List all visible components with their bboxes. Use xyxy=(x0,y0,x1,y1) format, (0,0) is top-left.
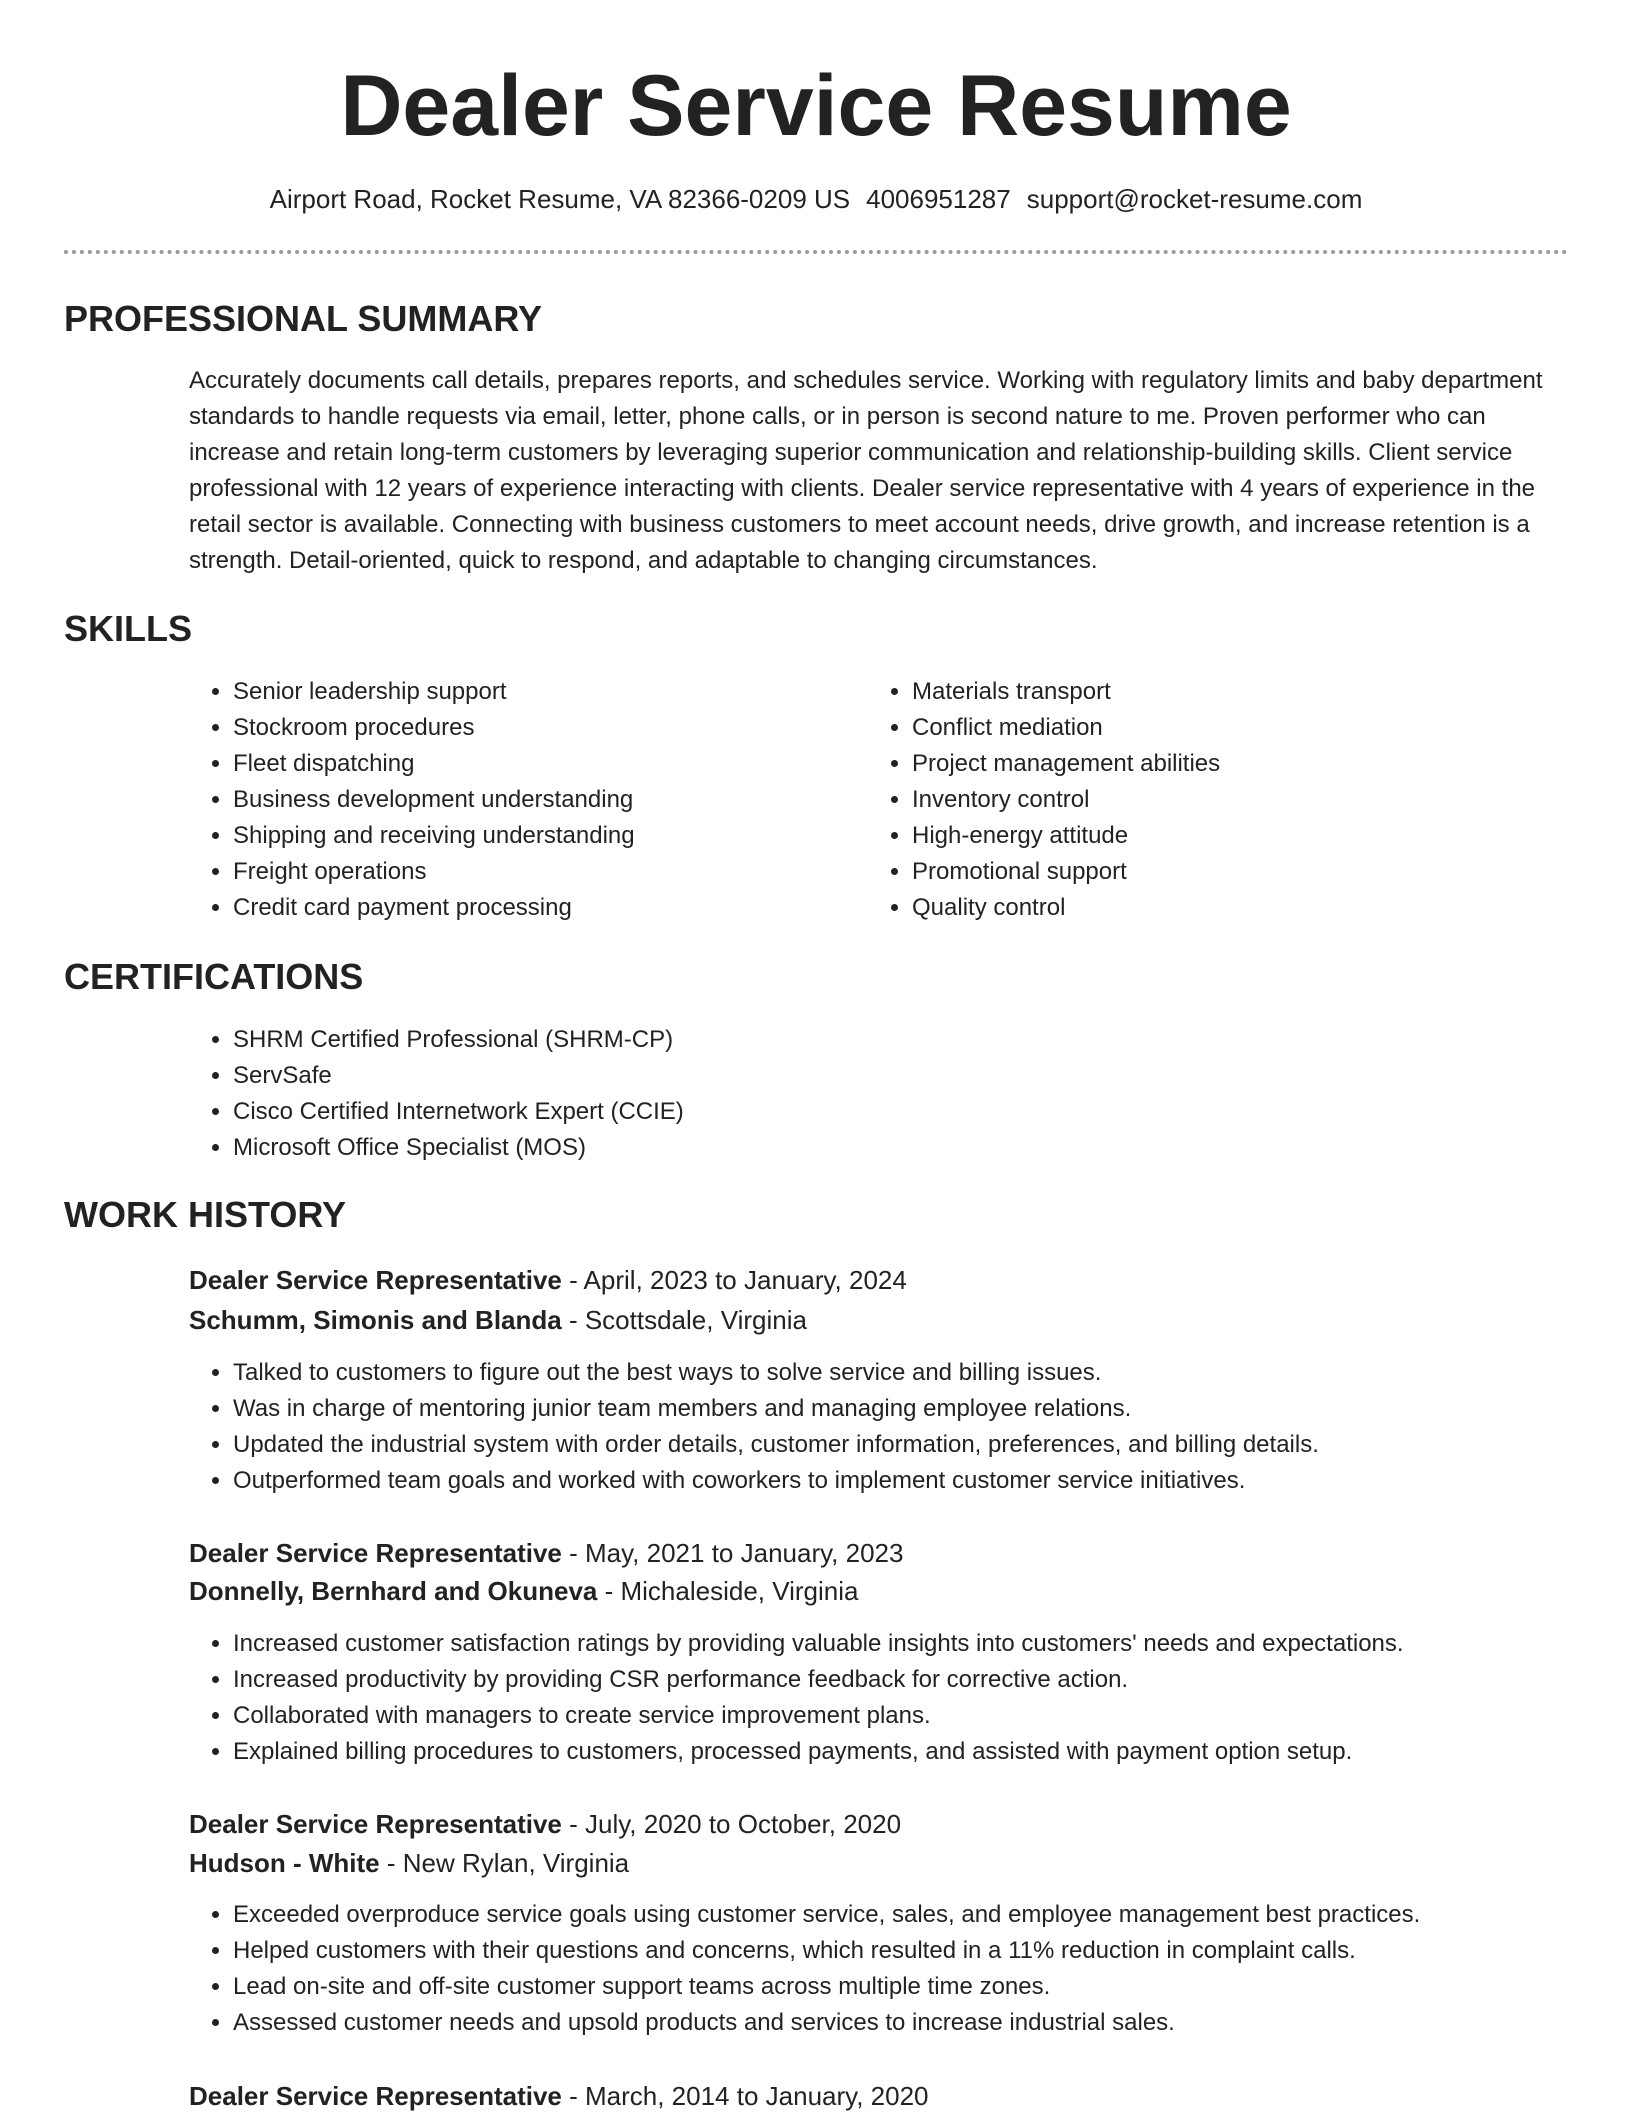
job-dates: - July, 2020 to October, 2020 xyxy=(561,1809,902,1839)
list-item: • Promotional support xyxy=(912,854,1552,890)
job-location: - Michaleside, Virginia xyxy=(597,1576,859,1606)
header-divider xyxy=(64,250,1568,254)
certifications-heading: CERTIFICATIONS xyxy=(64,956,364,997)
list-item: • Microsoft Office Specialist (MOS) xyxy=(233,1130,1533,1166)
work-history-heading: WORK HISTORY xyxy=(64,1194,347,1235)
job-location: - New Rylan, Virginia xyxy=(379,1848,630,1878)
list-item: • Inventory control xyxy=(912,782,1552,818)
list-item: • Cisco Certified Internetwork Expert (CCIE) xyxy=(233,1094,1533,1130)
list-item: • Explained billing procedures to customers, processed payments, and assisted with payment option setup. xyxy=(233,1734,1632,1770)
job-title: Dealer Service Representative xyxy=(189,1265,562,1295)
list-item: • Outperformed team goals and worked with coworkers to implement customer service initiatives. xyxy=(233,1463,1613,1499)
job-company: Schumm, Simonis and Blanda xyxy=(189,1305,562,1335)
list-item: • Quality control xyxy=(912,890,1552,926)
job-bullets xyxy=(189,1355,1613,1499)
list-item: • Senior leadership support xyxy=(233,674,853,710)
list-item: • Talked to customers to figure out the best ways to solve service and billing issues. xyxy=(233,1355,1613,1391)
list-item: • Helped customers with their questions and concerns, which resulted in a 11% reduction in complaint calls. xyxy=(233,1933,1632,1969)
job-company-line xyxy=(189,1302,807,1338)
certifications-list xyxy=(189,1022,1533,1166)
skills-list-right xyxy=(868,674,1552,926)
list-item: • Assessed customer needs and upsold products and services to increase industrial sales. xyxy=(233,2005,1632,2041)
list-item: • Increased productivity by providing CSR performance feedback for corrective action. xyxy=(233,1662,1632,1698)
job-title-line xyxy=(189,1535,903,1571)
list-item: • Business development understanding xyxy=(233,782,853,818)
job-location: - Scottsdale, Virginia xyxy=(561,1305,807,1335)
job-company: Hudson - White xyxy=(189,1848,380,1878)
skills-list-left xyxy=(189,674,853,926)
list-item: • Conflict mediation xyxy=(912,710,1552,746)
list-item: • Shipping and receiving understanding xyxy=(233,818,853,854)
job-company-line xyxy=(189,1573,858,1609)
list-item: • Exceeded overproduce service goals using customer service, sales, and employee management best practices. xyxy=(233,1897,1632,1933)
resume-title: Dealer Service Resume xyxy=(340,58,1292,154)
list-item: • SHRM Certified Professional (SHRM-CP) xyxy=(233,1022,1533,1058)
list-item: • High-energy attitude xyxy=(912,818,1552,854)
list-item: • Updated the industrial system with order details, customer information, preferences, and billing details. xyxy=(233,1427,1613,1463)
contact-email: support@rocket-resume.com xyxy=(1026,184,1363,214)
contact-address: Airport Road, Rocket Resume, VA 82366-0209 US xyxy=(269,184,851,214)
job-title: Dealer Service Representative xyxy=(189,1538,562,1568)
job-title: Dealer Service Representative xyxy=(189,1809,562,1839)
job-dates: - April, 2023 to January, 2024 xyxy=(561,1265,907,1295)
list-item: • Project management abilities xyxy=(912,746,1552,782)
list-item: • Materials transport xyxy=(912,674,1552,710)
job-dates: - March, 2014 to January, 2020 xyxy=(561,2081,929,2111)
list-item: • ServSafe xyxy=(233,1058,1533,1094)
job-bullets xyxy=(189,1626,1632,1770)
summary-text: Accurately documents call details, prepares reports, and schedules service. Working with regulatory limits and baby department standards to handle requests via email, letter, phone calls, or in person is second nature to me. Proven performer who can increase and retain long-term customers by leveraging superior communication and relationship-building skills. Client service professional with 12 years of experience interacting with clients. Dealer service representative with 4 years of experience in the retail sector is available. Connecting with business customers to meet account needs, drive growth, and increase retention is a strength. Detail-oriented, quick to respond, and adaptable to changing circumstances. xyxy=(189,367,1543,574)
job-title-line xyxy=(189,1806,901,1842)
list-item: • Fleet dispatching xyxy=(233,746,853,782)
contact-phone: 4006951287 xyxy=(866,184,1011,214)
list-item: • Lead on-site and off-site customer support teams across multiple time zones. xyxy=(233,1969,1632,2005)
list-item: • Collaborated with managers to create service improvement plans. xyxy=(233,1698,1632,1734)
job-company: Donnelly, Bernhard and Okuneva xyxy=(189,1576,598,1606)
job-company-line xyxy=(189,1845,629,1881)
job-title: Dealer Service Representative xyxy=(189,2081,562,2111)
list-item: • Increased customer satisfaction ratings by providing valuable insights into customers' needs and expectations. xyxy=(233,1626,1632,1662)
job-bullets xyxy=(189,1897,1632,2041)
summary-heading: PROFESSIONAL SUMMARY xyxy=(64,298,543,339)
list-item: • Stockroom procedures xyxy=(233,710,853,746)
job-dates: - May, 2021 to January, 2023 xyxy=(561,1538,904,1568)
contact-line xyxy=(0,182,1632,216)
list-item: • Was in charge of mentoring junior team members and managing employee relations. xyxy=(233,1391,1613,1427)
skills-heading: SKILLS xyxy=(64,608,193,649)
job-title-line xyxy=(189,2078,929,2114)
list-item: • Credit card payment processing xyxy=(233,890,853,926)
job-title-line xyxy=(189,1262,907,1298)
list-item: • Freight operations xyxy=(233,854,853,890)
